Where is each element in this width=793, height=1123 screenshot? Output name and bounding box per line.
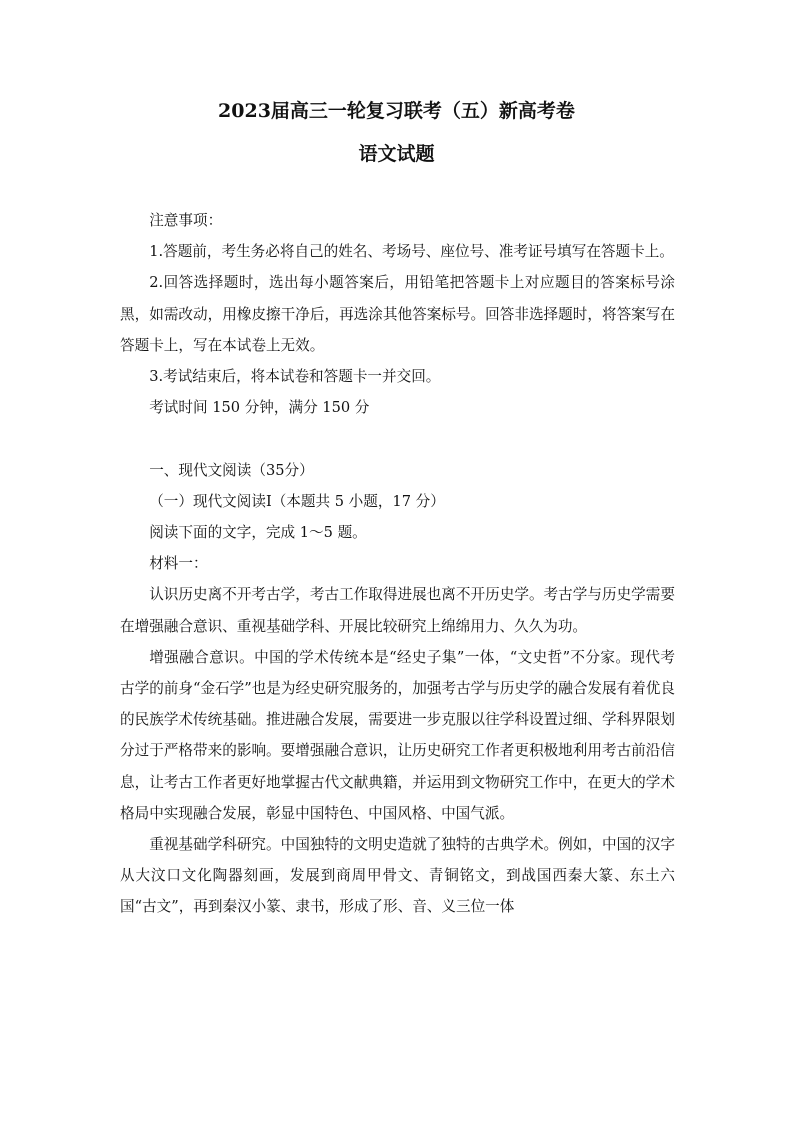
paragraph-1: 认识历史离不开考古学，考古工作取得进展也离不开历史学。考古学与历史学需要在增强融合意识、重视基础学科、开展比较研究上绵绵用力、久久为功。 bbox=[120, 586, 675, 635]
material-label: 材料一： bbox=[149, 555, 208, 573]
notice-item-1: 1.答题前，考生务必将自己的姓名、考场号、座位号、准考证号填写在答题卡上。 bbox=[149, 243, 674, 261]
notice-item-2: 2.回答选择题时，选出每小题答案后，用铅笔把答题卡上对应题目的答案标号涂黑，如需改动，用橡皮擦干净后，再选涂其他答案标号。回答非选择题时，将答案写在答题卡上，写在本试卷上无效。 bbox=[120, 274, 675, 354]
section-spacer bbox=[120, 423, 675, 454]
exam-subtitle: 语文试题 bbox=[358, 143, 435, 165]
exam-title: 2023届高三一轮复习联考（五）新高考卷 bbox=[218, 100, 575, 122]
exam-content bbox=[120, 205, 675, 923]
notice-heading: 注意事项： bbox=[149, 212, 223, 229]
section-heading: 一、现代文阅读（35分） bbox=[149, 461, 314, 479]
paragraph-3: 重视基础学科研究。中国独特的文明史造就了独特的古典学术。例如，中国的汉字从大汶口文化陶器刻画，发展到商周甲骨文、青铜铭文，到战国西秦大篆、东土六国“古文”，再到秦汉小篆、隶书，形成了形、音、义三位一体 bbox=[120, 836, 675, 916]
subsection-heading: （一）现代文阅读Ⅰ（本题共 5 小题，17 分） bbox=[149, 492, 445, 510]
exam-info: 考试时间 150 分钟，满分 150 分 bbox=[149, 399, 370, 417]
notice-item-3: 3.考试结束后，将本试卷和答题卡一并交回。 bbox=[149, 368, 441, 386]
paragraph-2: 增强融合意识。中国的学术传统本是“经史子集”一体，“文史哲”不分家。现代考古学的前身“金石学”也是为经史研究服务的，加强考古学与历史学的融合发展有着优良的民族学术传统基础。推进融合发展，需要进一步克服以往学科设置过细、学科界限划分过于严格带来的影响。要增强融合意识，让历史研究工作者更积极地利用考古前沿信息，让考古工作者更好地掌握古代文献典籍，并运用到文物研究工作中，在更大的学术格局中实现融合发展，彰显中国特色、中国风格、中国气派。 bbox=[120, 648, 675, 822]
reading-instruction: 阅读下面的文字，完成 1～5 题。 bbox=[149, 524, 367, 542]
